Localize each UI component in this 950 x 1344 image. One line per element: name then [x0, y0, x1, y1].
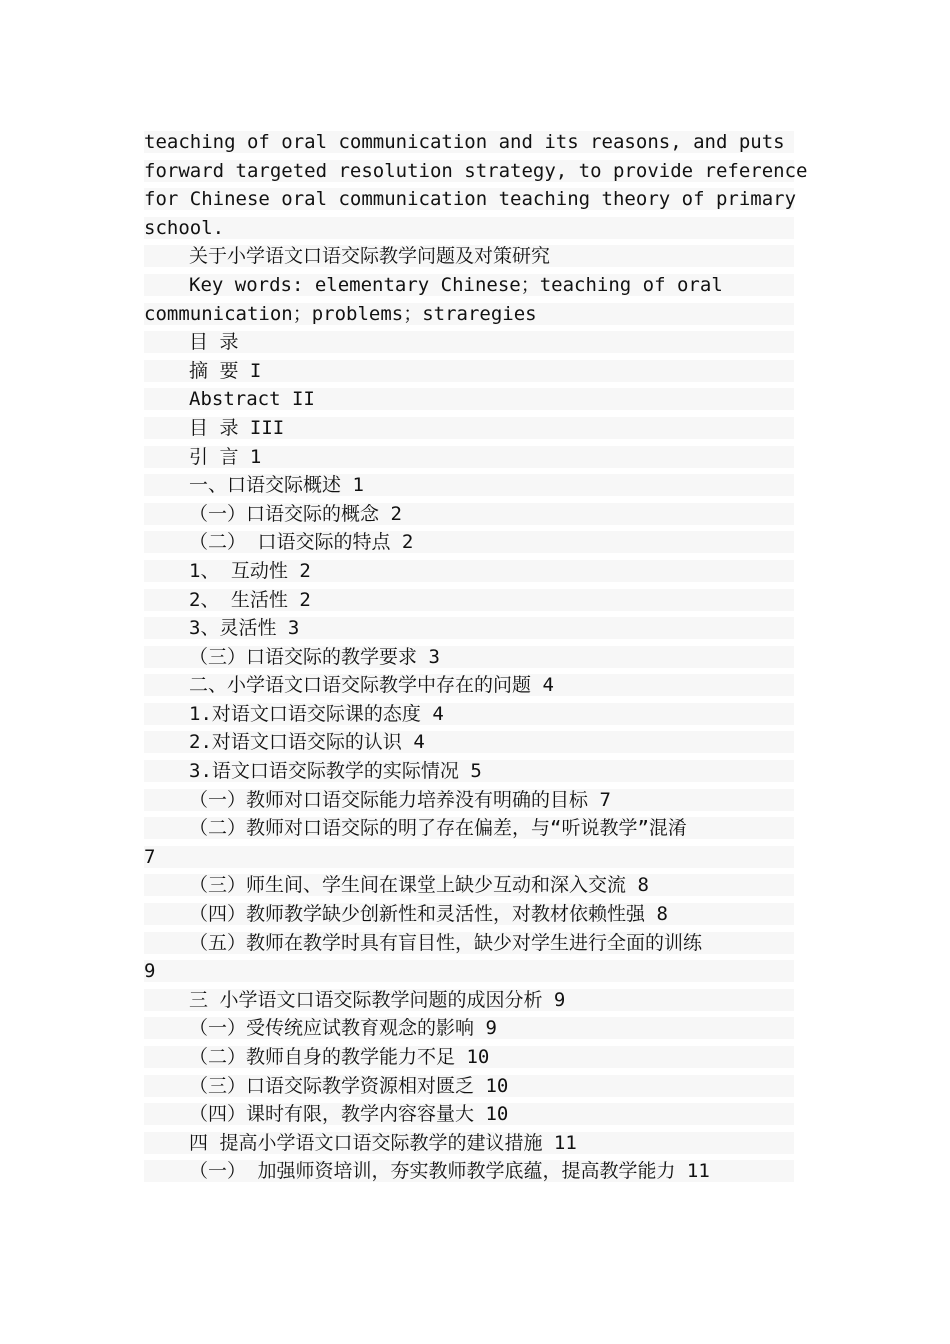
text-line: （一）教师对口语交际能力培养没有明确的目标 7: [144, 786, 794, 815]
text-line: （三）师生间、学生间在课堂上缺少互动和深入交流 8: [144, 871, 794, 900]
text-line: （二）教师自身的教学能力不足 10: [144, 1043, 794, 1072]
text-line: 关于小学语文口语交际教学问题及对策研究: [144, 242, 794, 271]
text-line: （五）教师在教学时具有盲目性，缺少对学生进行全面的训练: [144, 929, 794, 958]
text-line: 2.对语文口语交际的认识 4: [144, 728, 794, 757]
text-line: 3、灵活性 3: [144, 614, 794, 643]
text-line: 1、 互动性 2: [144, 557, 794, 586]
text-line: Abstract II: [144, 385, 794, 414]
text-line: forward targeted resolution strategy, to provide reference: [144, 157, 794, 186]
text-line: 摘 要 I: [144, 357, 794, 386]
text-line: Key words: elementary Chinese；teaching of oral: [144, 271, 794, 300]
text-line: （二）教师对口语交际的明了存在偏差，与“听说教学”混淆: [144, 814, 794, 843]
text-line: 目 录 III: [144, 414, 794, 443]
text-line: （一）受传统应试教育观念的影响 9: [144, 1014, 794, 1043]
text-line: （四）教师教学缺少创新性和灵活性，对教材依赖性强 8: [144, 900, 794, 929]
text-line: school.: [144, 214, 794, 243]
text-line: 引 言 1: [144, 443, 794, 472]
text-line: for Chinese oral communication teaching theory of primary: [144, 185, 794, 214]
text-line: communication；problems；strareg​ies: [144, 300, 794, 329]
text-line: （四）课时有限，教学内容容量大 10: [144, 1100, 794, 1129]
text-line: （二） 口语交际的特点 2: [144, 528, 794, 557]
text-line: 2、 生活性 2: [144, 586, 794, 615]
text-line: （三）口语交际的教学要求 3: [144, 643, 794, 672]
text-line: 三 小学语文口语交际教学问题的成因分析 9: [144, 986, 794, 1015]
text-line: teaching of oral communication and its reasons, and puts: [144, 128, 794, 157]
text-line: 目 录: [144, 328, 794, 357]
text-line: 1.对语文口语交际课的态度 4: [144, 700, 794, 729]
text-line: 9: [144, 957, 794, 986]
text-line: （一）口语交际的概念 2: [144, 500, 794, 529]
text-line: 7: [144, 843, 794, 872]
text-line: 二、小学语文口语交际教学中存在的问题 4: [144, 671, 794, 700]
text-line: （三）口语交际教学资源相对匮乏 10: [144, 1072, 794, 1101]
text-line: 3.语文口语交际教学的实际情况 5: [144, 757, 794, 786]
text-line: （一） 加强师资培训，夯实教师教学底蕴，提高教学能力 11: [144, 1157, 794, 1186]
text-line: 一、口语交际概述 1: [144, 471, 794, 500]
document-body: [144, 128, 808, 1186]
text-line: 四 提高小学语文口语交际教学的建议措施 11: [144, 1129, 794, 1158]
